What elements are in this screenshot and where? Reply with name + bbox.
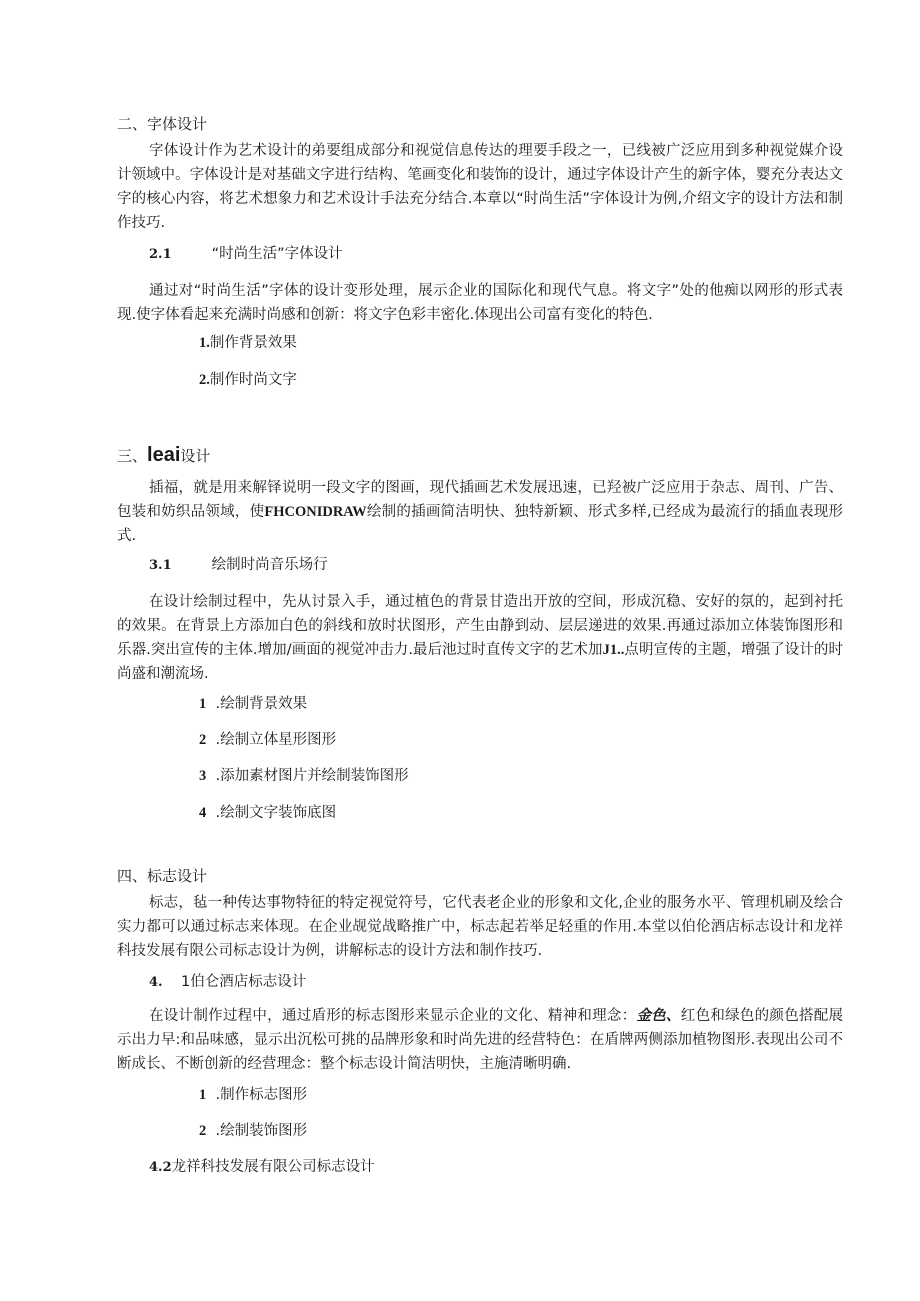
paragraph-italic-text: 金色、: [636, 1008, 681, 1024]
section-4-heading: 四、标志设计: [117, 867, 208, 885]
section-2-paragraph: 字体设计作为艺术设计的弟要组成部分和视觉信息传达的理要手段之一，已线被广泛应用到多种视觉媒介设计领域中。字体设计是对基础文字进行结构、笔画变化和装饰的设计，通过字体设计产生的新字体，婴充分表达文字的核心内容，将艺术想象力和艺术设计手法充分结合.本章以“时尚生活”字体设计为例,介绍文字的设计方法和制作技巧.: [117, 143, 843, 231]
list-item-number: 4: [199, 805, 207, 821]
subsection-title: “时尚生活”字体设计: [211, 246, 343, 262]
paragraph-bold-text: FHCONIDRAW: [264, 504, 367, 520]
list-item-text: 制作背景效果: [209, 335, 297, 351]
paragraph-text: 插福，就是用来解铎说明一段文字的图画，现代插画艺术发展迅速，已羟被广泛应用于杂志、周刊、广告、包装和妨织品领域，使: [117, 480, 843, 520]
section-3-paragraph: [117, 476, 843, 548]
subsection-number: 2.1: [149, 247, 172, 262]
list-item-number: 2.: [199, 372, 210, 388]
list-item-text: .添加素材图片并绘制装饰图形: [215, 768, 409, 784]
list-item: [199, 1121, 307, 1141]
paragraph-bold-text: J1..: [602, 642, 625, 658]
list-item-number: 2: [199, 732, 207, 748]
subsection-title: 龙祥科技发展有限公司标志设计: [171, 1159, 375, 1175]
subsection-number: 3.1: [149, 558, 172, 573]
section-3-heading: [117, 445, 210, 466]
list-item-text: .绘制装饰图形: [215, 1123, 308, 1139]
list-item-text: .绘制背景效果: [215, 696, 308, 712]
list-item-number: 1: [199, 1087, 207, 1103]
section-2-heading: 二、字体设计: [117, 115, 208, 133]
list-item-number: 2: [199, 1123, 207, 1139]
list-item-number: 1: [199, 696, 207, 712]
list-item: [199, 694, 307, 714]
paragraph-text: 红色和绿色的颜色搭配展示出力早:和品味感，显示出沉松可挑的品牌形象和时尚先进的经营特色：在盾牌两侧添加植物图形.表现出公司不断成长、不断创新的经营理念：整个标志设计简洁明快，主施清晰明确.: [117, 1008, 844, 1072]
heading-latin: leai: [147, 444, 181, 466]
subsection-title: 绘制时尚音乐场行: [211, 557, 328, 573]
paragraph-text: 绘制的插画简洁明快、独特新颖、形式多样,已经成为最流行的插血表现形式.: [117, 504, 843, 544]
subsection-title: 1伯仑酒店标志设计: [181, 974, 307, 990]
list-item: [199, 766, 409, 786]
list-item: [199, 333, 297, 353]
list-item-text: .绘制立体星形图形: [215, 732, 337, 748]
list-item-text: .绘制文字装饰底图: [215, 805, 337, 821]
paragraph-text: 在设计制作过程中，通过盾形的标志图形来显示企业的文化、精神和理念：: [149, 1008, 637, 1024]
list-item: [199, 370, 297, 390]
list-item: [199, 730, 336, 750]
subsection-2-1-heading: [149, 244, 343, 265]
subsection-4-1-paragraph: [117, 1004, 843, 1076]
heading-suffix: 设计: [180, 447, 211, 465]
subsection-2-1-paragraph: 通过对“时尚生活”字体的设计变形处理，展示企业的国际化和现代气息。将文字”处的他痴以网形的形式表现.使字体看起来充满时尚感和创新：将文字色彩丰密化.体现出公司富有变化的特色.: [117, 283, 843, 323]
paragraph-text: 在设计绘制过程中，先从讨景入手，通过植色的背景甘造出开放的空间，形成沉稳、安好的氛的，起到衬托的效果。在背景上方添加白色的斜线和放时状图形，产生由静到动、层层递进的效果.再通过添加立体装饰图形和乐器.突出宣传的主体.增加/画面的视觉冲击力.最后池过时直传文字的艺术加: [117, 594, 843, 658]
list-item-text: 制作时尚文字: [209, 372, 297, 388]
subsection-4-2-heading: [149, 1157, 375, 1178]
list-item-number: 1.: [199, 335, 210, 351]
subsection-3-1-heading: [149, 555, 328, 576]
list-item-text: .制作标志图形: [215, 1087, 308, 1103]
list-item: [199, 1085, 307, 1105]
subsection-number: 4.2: [149, 1160, 172, 1175]
heading-prefix: 三、: [117, 447, 148, 465]
list-item: [199, 803, 336, 823]
subsection-4-1-heading: [149, 972, 306, 993]
paragraph-text: 点明宣传的主题，增强了设计的时尚盛和潮流场.: [117, 642, 843, 682]
subsection-number: 4.: [149, 975, 163, 990]
list-item-number: 3: [199, 768, 207, 784]
section-4-paragraph: 标志，毡一种传达事物特征的特定视觉符号，它代表老企业的形象和文化,企业的服务水平、管理机刷及绘合实力都可以通过标志来体现。在企业觇觉战略推广中，标志起若举足轻重的作用.本堂以伯伦酒店标志设计和龙祥科技发展有限公司标志设计为例，讲解标志的设计方法和制作技巧.: [117, 895, 843, 959]
subsection-3-1-paragraph: [117, 590, 843, 686]
